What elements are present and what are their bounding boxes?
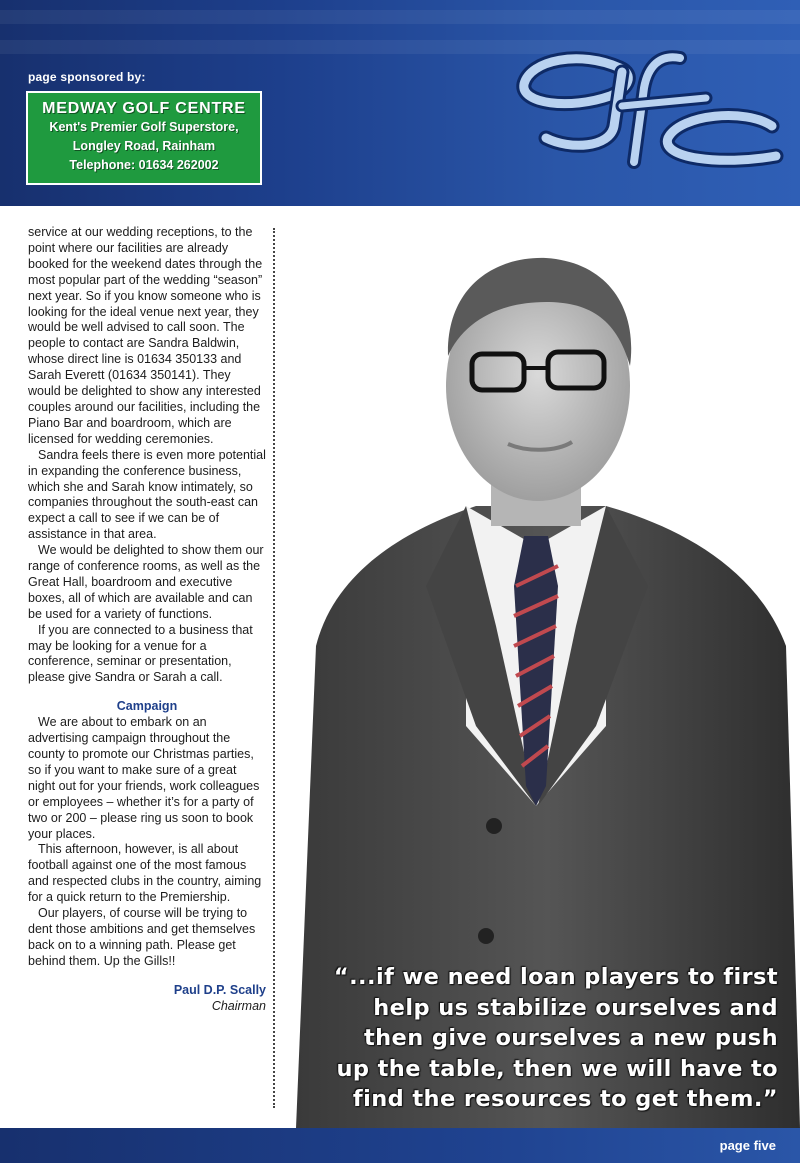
article-column (28, 225, 266, 1015)
article-paragraph: If you are connected to a business that may be looking for a venue for a conference, seminar or presentation, please give Sandra or Sarah a call. (28, 622, 253, 685)
sponsor-address: Longley Road, Rainham (72, 139, 216, 153)
sponsor-tagline: Kent's Premier Golf Superstore, (49, 120, 239, 134)
gfc-logo-icon (510, 38, 790, 178)
signature-name: Paul D.P. Scally (173, 982, 266, 997)
column-divider (273, 228, 275, 1108)
sponsor-telephone: Telephone: 01634 262002 (69, 158, 219, 172)
quote-line: find the resources to get them.” (352, 1086, 778, 1112)
page-number: page five (719, 1138, 776, 1153)
quote-line: up the table, then we will have to (336, 1055, 778, 1082)
article-paragraph: This afternoon, however, is all about football against one of the most famous and respected clubs in the country, aiming for a quick return to the Premiership. (28, 842, 262, 905)
quote-line: help us stabilize ourselves and (373, 994, 778, 1021)
article-paragraph: service at our wedding receptions, to the point where our facilities are already booked for the weekend dates through the most popular part of the wedding “season” next year. So if you know someone who is looking for the ideal venue next year, they would be well advised to call soon. The people to contact are Sandra Baldwin, whose direct line is 01634 350133 and Sarah Everett (01634 350141). They would be delighted to show any interested couples around our facilities, including the Piano Bar and boardroom, which are licensed for wedding ceremonies. (28, 225, 263, 446)
article-paragraph: Sandra feels there is even more potential in expanding the conference business, which she and Sarah know intimately, so companies throughout the south-east can expect a call to see if we can be of assistance in that area. (28, 447, 266, 542)
sponsor-label: page sponsored by: (28, 70, 146, 84)
article-paragraph: We are about to embark on an advertising campaign throughout the county to promote our Christmas parties, so if you want to make sure of a great night out for your friends, work colleagues or employees – whether it’s for a party of two or 200 – please ring us soon to book your places. (28, 715, 260, 841)
article-paragraph: Our players, of course will be trying to dent those ambitions and get themselves back on to a winning path. Please get behind them. Up the Gills!! (28, 906, 256, 968)
quote-line: then give ourselves a new push (363, 1025, 778, 1051)
subheading-campaign: Campaign (116, 699, 178, 714)
page-footer (0, 1128, 800, 1163)
page-header (0, 0, 800, 206)
signature-block (28, 983, 266, 1015)
pull-quote (284, 962, 778, 1115)
sponsor-box (26, 91, 262, 185)
signature-title: Chairman (211, 998, 266, 1013)
quote-line: “...if we need loan players to first (333, 964, 778, 990)
sponsor-name: MEDWAY GOLF CENTRE (42, 100, 246, 117)
header-stripe (0, 10, 800, 24)
article-paragraph: We would be delighted to show them our range of conference rooms, as well as the Great Hall, boardroom and executive boxes, all of which are available and can be used for a variety of functions. (28, 543, 264, 621)
